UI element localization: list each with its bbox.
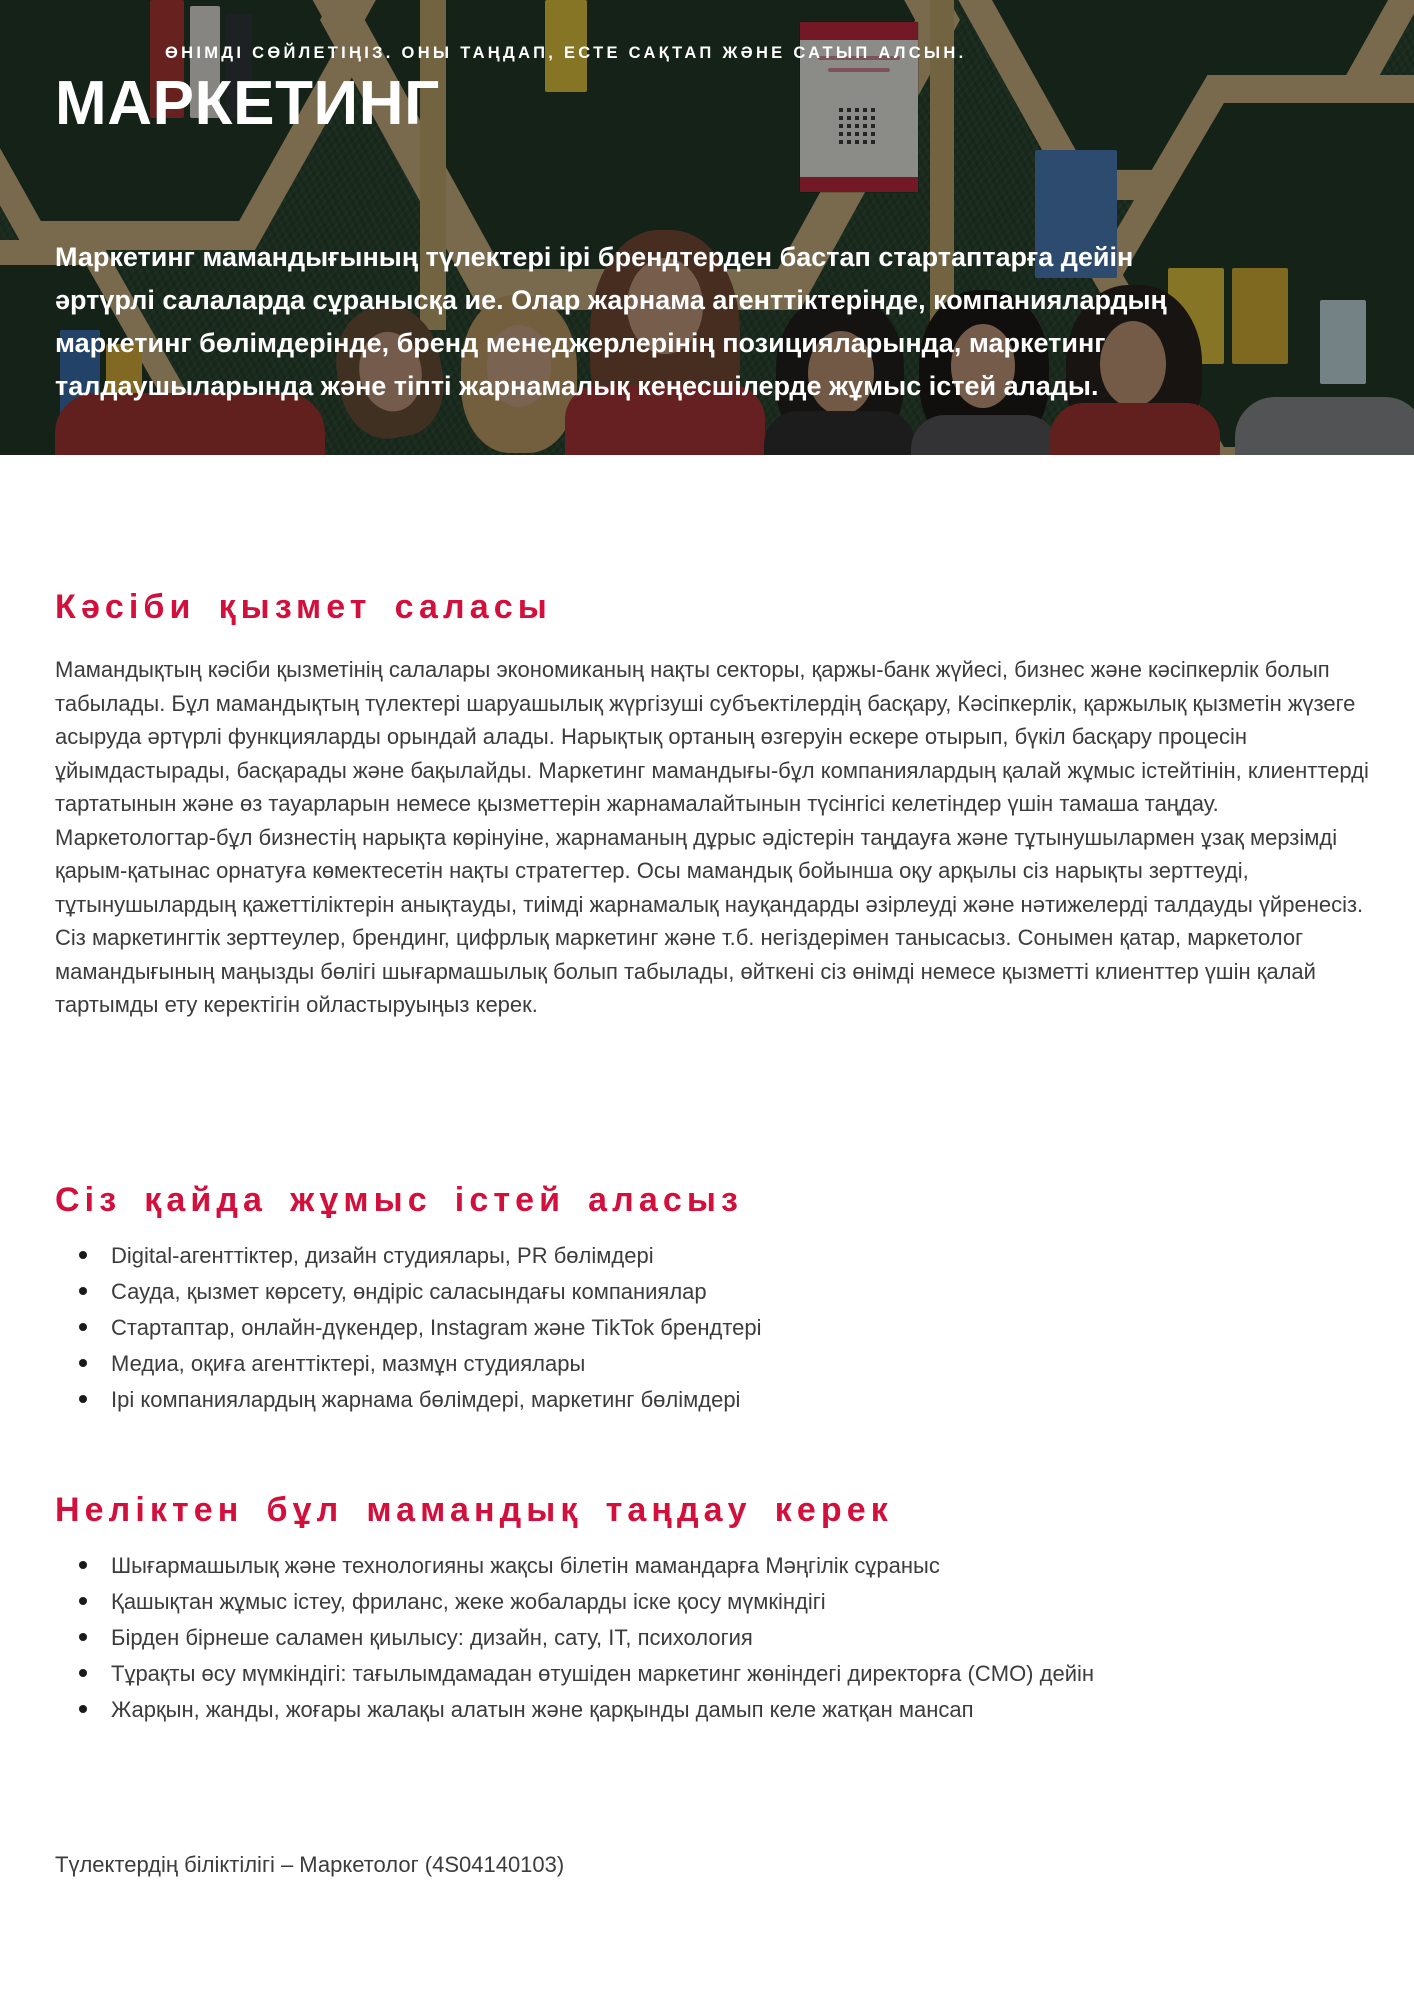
bullet-dot-icon — [79, 1597, 87, 1605]
bullet-text: Жарқын, жанды, жоғары жалақы алатын және қарқынды дамып келе жатқан мансап — [111, 1697, 974, 1722]
section-heading-field: Кәсіби қызмет саласы — [55, 588, 552, 626]
bullet-item — [79, 1244, 1370, 1267]
page-content — [0, 588, 1414, 1721]
bullet-dot-icon — [79, 1323, 87, 1331]
bullet-dot-icon — [79, 1251, 87, 1259]
bullet-item — [79, 1662, 1370, 1685]
bullet-dot-icon — [79, 1395, 87, 1403]
bullet-dot-icon — [79, 1669, 87, 1677]
bullet-text: Сауда, қызмет көрсету, өндіріс саласындағы компаниялар — [111, 1279, 707, 1304]
bullet-text: Ірі компаниялардың жарнама бөлімдері, маркетинг бөлімдері — [111, 1387, 741, 1412]
section-body-field: Мамандықтың кәсіби қызметінің салалары экономиканың нақты секторы, қаржы-банк жүйесі, бизнес және кәсіпкерлік болып табылады. Бұл мамандықтың түлектері шаруашылық жүргізуші субъектілердің басқару, Кәсіпкерлік, қаржылық қызметін жүзеге асыруда әртүрлі функцияларды орындай алады. Нарықтық ортаның өзгеруін ескере отырып, бүкіл басқару процесін ұйымдастырады, басқарады және бақылайды. Маркетинг мамандығы-бұл компаниялардың қалай жұмыс істейтінін, клиенттерді тартатынын және өз тауарларын немесе қызметтерін жарнамалайтынын түсінгісі келетіндер үшін тамаша таңдау. Маркетологтар-бұл бизнестің нарықта көрінуіне, жарнаманың дұрыс әдістерін таңдауға және тұтынушылармен ұзақ мерзімді қарым-қатынас орнатуға көмектесетін нақты стратегтер. Осы мамандық бойынша оқу арқылы сіз нарықты зерттеуді, тұтынушылардың қажеттіліктерін анықтауды, тиімді жарнамалық науқандарды әзірлеуді және нәтижелерді талдауды үйренесіз. Сіз маркетингтік зерттеулер, брендинг, цифрлық маркетинг және т.б. негіздерімен танысасыз. Сонымен қатар, маркетолог мамандығының маңызды бөлігі шығармашылық болып табылады, өйткені сіз өнімді немесе қызметті клиенттер үшін қалай тартымды ету керектігін ойластыруыңыз керек. — [55, 657, 1369, 1017]
bullet-item — [79, 1698, 1370, 1721]
bullet-dot-icon — [79, 1705, 87, 1713]
bullet-item — [79, 1280, 1370, 1303]
bullet-item — [79, 1554, 1370, 1577]
bullet-text: Медиа, оқиға агенттіктері, мазмұн студиялары — [111, 1351, 586, 1376]
bullet-text: Стартаптар, онлайн-дүкендер, Instagram және TikTok брендтері — [111, 1315, 762, 1340]
hero-photo — [0, 0, 1414, 455]
bullet-text: Digital-агенттіктер, дизайн студиялары, PR бөлімдері — [111, 1243, 654, 1268]
footer-qualification: Түлектердің біліктілігі – Маркетолог (4S04140103) — [55, 1852, 565, 1877]
bullet-item — [79, 1316, 1370, 1339]
bullet-item — [79, 1388, 1370, 1411]
bullet-text: Бірден бірнеше саламен қиылысу: дизайн, сату, IT, психология — [111, 1625, 753, 1650]
hero-title: МАРКЕТИНГ — [55, 69, 440, 138]
bullet-dot-icon — [79, 1633, 87, 1641]
bullet-text: Қашықтан жұмыс істеу, фриланс, жеке жобаларды іске қосу мүмкіндігі — [111, 1589, 826, 1614]
section-heading-where: Сіз қайда жұмыс істей аласыз — [55, 1181, 743, 1219]
bullet-item — [79, 1626, 1370, 1649]
bullet-item — [79, 1590, 1370, 1613]
bullet-text: Тұрақты өсу мүмкіндігі: тағылымдамадан өтушіден маркетинг жөніндегі директорға (CMO) дейін — [111, 1661, 1095, 1686]
bullet-dot-icon — [79, 1561, 87, 1569]
hero-intro-paragraph: Маркетинг мамандығының түлектері ірі брендтерден бастап стартаптарға дейін әртүрлі салаларда сұранысқа ие. Олар жарнама агенттіктерінде, компаниялардың маркетинг бөлімдерінде, бренд менеджерлерінің позицияларында, маркетинг талдаушыларында және тіпті жарнамалық кеңесшілерде жұмыс істей алады. — [55, 242, 1167, 401]
bullet-dot-icon — [79, 1287, 87, 1295]
where-bullet-list — [55, 1244, 1370, 1411]
section-heading-why: Неліктен бұл мамандық таңдау керек — [55, 1491, 893, 1529]
hero-tagline: ӨНІМДІ СӨЙЛЕТІҢІЗ. ОНЫ ТАҢДАП, ЕСТЕ САҚТАП ЖӘНЕ САТЫП АЛСЫН. — [165, 44, 967, 62]
bullet-item — [79, 1352, 1370, 1375]
bullet-dot-icon — [79, 1359, 87, 1367]
why-bullet-list — [55, 1554, 1370, 1721]
bullet-text: Шығармашылық және технологияны жақсы білетін мамандарға Мәңгілік сұраныс — [111, 1553, 940, 1578]
